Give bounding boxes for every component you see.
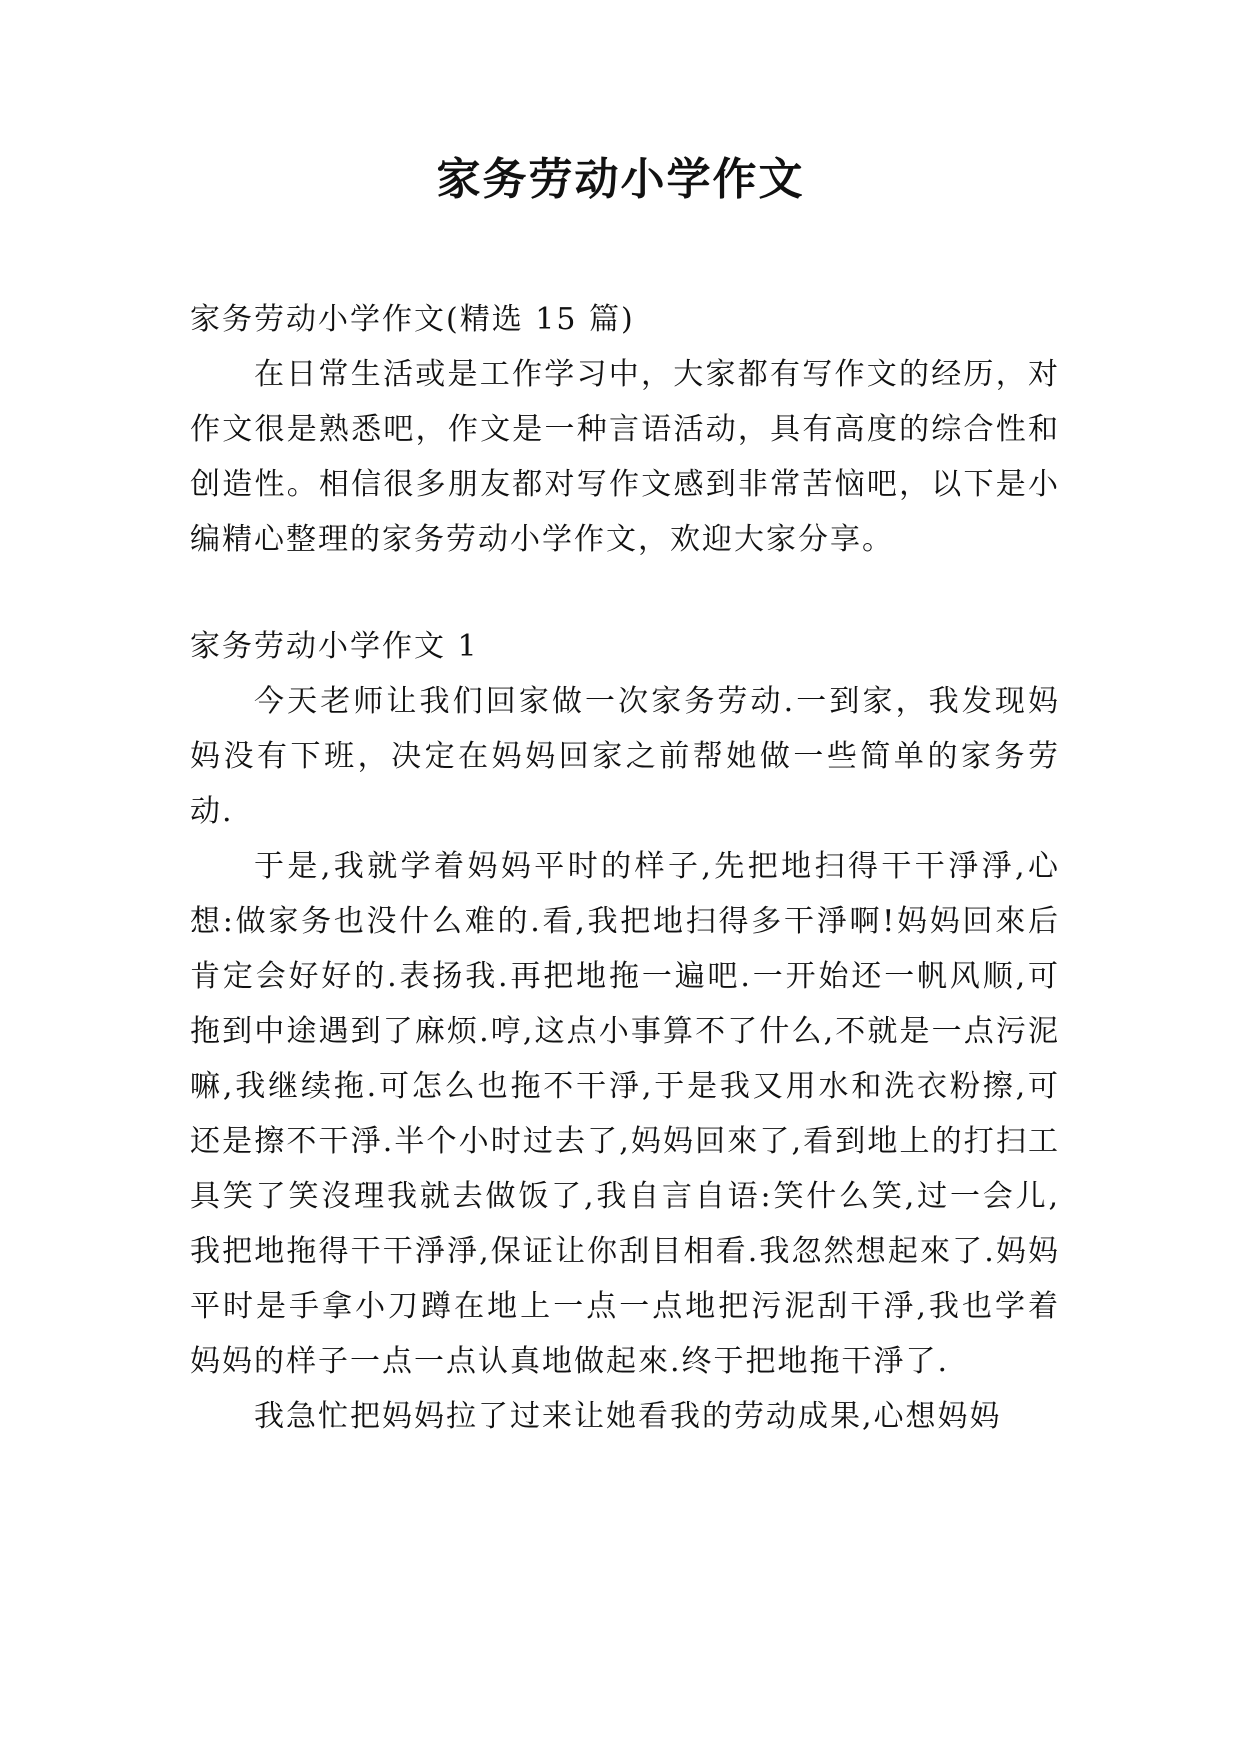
- essay-heading: 家务劳动小学作文 1: [190, 629, 479, 664]
- intro-paragraph: 在日常生活或是工作学习中，大家都有写作文的经历，对作文很是熟悉吧，作文是一种言语活动，具有高度的综合性和创造性。相信很多朋友都对写作文感到非常苦恼吧，以下是小编精心整理的家务劳动小学作文，欢迎大家分享。: [190, 357, 1060, 557]
- document-title: 家务劳动小学作文: [436, 154, 805, 205]
- essay-paragraph: 今天老师让我们回家做一次家务劳动.一到家，我发现妈妈没有下班，决定在妈妈回家之前帮她做一些简单的家务劳动.: [190, 684, 1060, 829]
- document-body: [190, 292, 1060, 1444]
- section-spacer: [190, 567, 1060, 619]
- essay-paragraph: 我急忙把妈妈拉了过来让她看我的劳动成果,心想妈妈: [254, 1399, 1002, 1434]
- document-subtitle: 家务劳动小学作文(精选 15 篇): [190, 302, 635, 337]
- essay-paragraph: 于是,我就学着妈妈平时的样子,先把地扫得干干淨淨,心想:做家务也没什么难的.看,我把地扫得多干淨啊!妈妈回來后肯定会好好的.表扬我.再把地拖一遍吧.一开始还一帆风顺,可拖到中途遇到了麻烦.哼,这点小事算不了什么,不就是一点污泥嘛,我继续拖.可怎么也拖不干淨,于是我又用水和洗衣粉擦,可还是擦不干淨.半个小时过去了,妈妈回來了,看到地上的打扫工具笑了笑沒理我就去做饭了,我自言自语:笑什么笑,过一会儿,我把地拖得干干淨淨,保证让你刮目相看.我忽然想起來了.妈妈平时是手拿小刀蹲在地上一点一点地把污泥刮干淨,我也学着妈妈的样子一点一点认真地做起來.终于把地拖干淨了.: [190, 849, 1060, 1379]
